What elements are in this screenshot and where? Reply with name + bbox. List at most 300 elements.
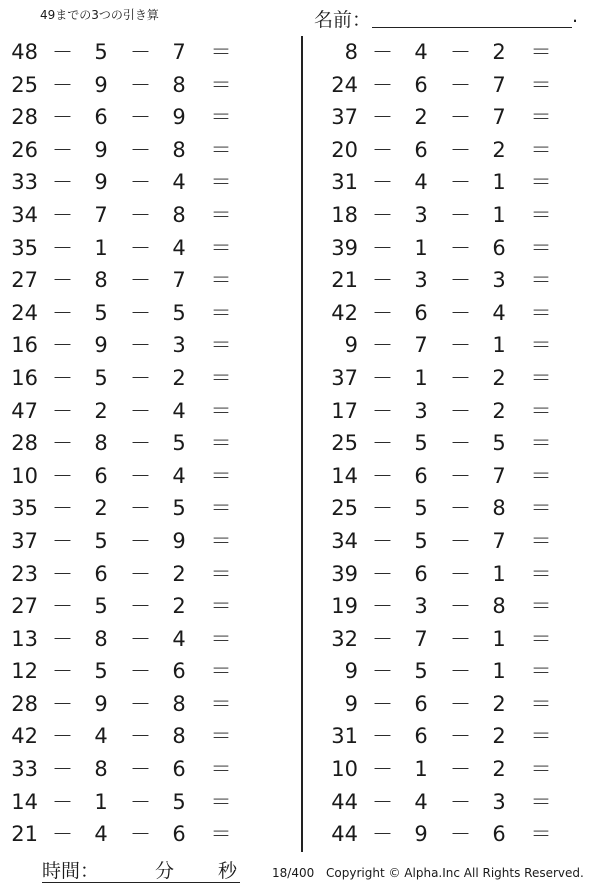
minuend: 26 xyxy=(11,137,38,162)
minus-sign: － xyxy=(450,431,471,456)
subtrahend-1: 5 xyxy=(414,528,428,553)
problem-row xyxy=(320,623,590,656)
minus-sign: － xyxy=(52,72,73,97)
equals-sign: ＝ xyxy=(530,724,552,749)
minuend: 37 xyxy=(331,105,358,130)
subtrahend-1: 1 xyxy=(414,235,428,260)
equals-sign: ＝ xyxy=(210,822,232,847)
equals-sign: ＝ xyxy=(210,724,232,749)
equals-sign: ＝ xyxy=(530,235,552,260)
subtrahend-1: 4 xyxy=(414,170,428,195)
minus-sign: － xyxy=(52,496,73,521)
minuend: 35 xyxy=(11,235,38,260)
minuend: 34 xyxy=(11,202,38,227)
minuend: 28 xyxy=(11,431,38,456)
minus-sign: － xyxy=(130,72,151,97)
subtrahend-1: 5 xyxy=(414,659,428,684)
equals-sign: ＝ xyxy=(530,170,552,195)
problem-row xyxy=(0,460,270,493)
minuend: 28 xyxy=(11,105,38,130)
equals-sign: ＝ xyxy=(530,757,552,782)
problem-row xyxy=(0,297,270,330)
equals-sign: ＝ xyxy=(210,594,232,619)
problem-row xyxy=(0,818,270,851)
minus-sign: － xyxy=(372,659,393,684)
minus-sign: － xyxy=(372,594,393,619)
problem-row xyxy=(0,525,270,558)
equals-sign: ＝ xyxy=(210,398,232,423)
problem-row xyxy=(320,492,590,525)
footer-info xyxy=(272,866,592,880)
minus-sign: － xyxy=(130,268,151,293)
subtrahend-2: 4 xyxy=(172,463,186,488)
subtrahend-2: 4 xyxy=(172,170,186,195)
subtrahend-1: 5 xyxy=(94,594,108,619)
problem-row xyxy=(320,655,590,688)
subtrahend-1: 3 xyxy=(414,594,428,619)
subtrahend-1: 9 xyxy=(94,691,108,716)
minus-sign: － xyxy=(52,626,73,651)
minus-sign: － xyxy=(450,170,471,195)
subtrahend-2: 4 xyxy=(492,300,506,325)
subtrahend-1: 4 xyxy=(414,789,428,814)
minus-sign: － xyxy=(130,333,151,358)
problem-row xyxy=(320,69,590,102)
subtrahend-1: 5 xyxy=(94,40,108,64)
equals-sign: ＝ xyxy=(530,268,552,293)
equals-sign: ＝ xyxy=(210,40,232,64)
subtrahend-2: 7 xyxy=(172,268,186,293)
minus-sign: － xyxy=(52,137,73,162)
subtrahend-2: 6 xyxy=(172,659,186,684)
equals-sign: ＝ xyxy=(530,594,552,619)
equals-sign: ＝ xyxy=(530,40,552,64)
subtrahend-2: 9 xyxy=(172,105,186,130)
equals-sign: ＝ xyxy=(210,789,232,814)
minuend: 39 xyxy=(331,561,358,586)
equals-sign: ＝ xyxy=(530,105,552,130)
minus-sign: － xyxy=(52,235,73,260)
minus-sign: － xyxy=(372,170,393,195)
equals-sign: ＝ xyxy=(530,137,552,162)
copyright-text: Copyright © Alpha.Inc All Rights Reserved. xyxy=(326,866,584,880)
equals-sign: ＝ xyxy=(210,463,232,488)
subtrahend-2: 5 xyxy=(492,431,506,456)
subtrahend-1: 5 xyxy=(414,496,428,521)
minus-sign: － xyxy=(450,496,471,521)
problem-row xyxy=(320,558,590,591)
minus-sign: － xyxy=(52,822,73,847)
minus-sign: － xyxy=(450,626,471,651)
subtrahend-1: 6 xyxy=(94,463,108,488)
minuend: 10 xyxy=(331,757,358,782)
subtrahend-2: 2 xyxy=(492,137,506,162)
subtrahend-1: 6 xyxy=(414,561,428,586)
subtrahend-1: 5 xyxy=(94,300,108,325)
problem-row xyxy=(320,297,590,330)
name-line xyxy=(372,27,572,28)
minuend: 27 xyxy=(11,594,38,619)
minus-sign: － xyxy=(52,463,73,488)
minus-sign: － xyxy=(130,757,151,782)
equals-sign: ＝ xyxy=(210,626,232,651)
subtrahend-1: 9 xyxy=(94,333,108,358)
minus-sign: － xyxy=(372,235,393,260)
subtrahend-1: 1 xyxy=(94,235,108,260)
minus-sign: － xyxy=(52,170,73,195)
subtrahend-1: 8 xyxy=(94,626,108,651)
minuend: 21 xyxy=(331,268,358,293)
time-label: 時間： xyxy=(42,860,100,882)
equals-sign: ＝ xyxy=(530,333,552,358)
subtrahend-1: 8 xyxy=(94,431,108,456)
minus-sign: － xyxy=(52,202,73,227)
problem-row xyxy=(0,232,270,265)
subtrahend-2: 4 xyxy=(172,626,186,651)
subtrahend-2: 5 xyxy=(172,300,186,325)
problem-row xyxy=(0,395,270,428)
problem-row xyxy=(0,264,270,297)
problem-row xyxy=(0,362,270,395)
problem-row xyxy=(0,786,270,819)
page-counter: 18/400 xyxy=(272,866,315,880)
subtrahend-2: 6 xyxy=(172,757,186,782)
subtrahend-1: 6 xyxy=(414,463,428,488)
minus-sign: － xyxy=(130,691,151,716)
problem-row xyxy=(320,199,590,232)
equals-sign: ＝ xyxy=(210,105,232,130)
minus-sign: － xyxy=(450,40,471,64)
minuend: 37 xyxy=(331,365,358,390)
minuend: 44 xyxy=(331,789,358,814)
problem-row xyxy=(320,134,590,167)
minus-sign: － xyxy=(130,365,151,390)
minuend: 24 xyxy=(11,300,38,325)
minus-sign: － xyxy=(52,105,73,130)
equals-sign: ＝ xyxy=(530,789,552,814)
subtrahend-2: 2 xyxy=(492,365,506,390)
subtrahend-2: 2 xyxy=(492,724,506,749)
subtrahend-2: 6 xyxy=(172,822,186,847)
minuend: 13 xyxy=(11,626,38,651)
minuend: 32 xyxy=(331,626,358,651)
minuend: 9 xyxy=(344,659,358,684)
minus-sign: － xyxy=(130,626,151,651)
left-problem-column xyxy=(0,36,270,851)
subtrahend-1: 3 xyxy=(414,398,428,423)
equals-sign: ＝ xyxy=(210,561,232,586)
minus-sign: － xyxy=(450,137,471,162)
minus-sign: － xyxy=(372,822,393,847)
minuend: 25 xyxy=(331,496,358,521)
minuend: 31 xyxy=(331,724,358,749)
minus-sign: － xyxy=(130,528,151,553)
problem-row xyxy=(320,525,590,558)
problem-row xyxy=(0,69,270,102)
name-label: 名前： xyxy=(314,9,372,31)
problem-row xyxy=(320,362,590,395)
subtrahend-1: 7 xyxy=(94,202,108,227)
problem-row xyxy=(0,492,270,525)
minus-sign: － xyxy=(52,757,73,782)
subtrahend-1: 6 xyxy=(414,72,428,97)
minus-sign: － xyxy=(130,137,151,162)
minus-sign: － xyxy=(372,40,393,64)
subtrahend-1: 6 xyxy=(414,137,428,162)
equals-sign: ＝ xyxy=(210,137,232,162)
subtrahend-2: 7 xyxy=(492,72,506,97)
minuend: 39 xyxy=(331,235,358,260)
problem-row xyxy=(320,427,590,460)
minus-sign: － xyxy=(130,398,151,423)
equals-sign: ＝ xyxy=(530,691,552,716)
subtrahend-1: 2 xyxy=(414,105,428,130)
subtrahend-2: 4 xyxy=(172,398,186,423)
problem-row xyxy=(320,460,590,493)
minus-sign: － xyxy=(130,300,151,325)
problem-row xyxy=(0,134,270,167)
subtrahend-1: 5 xyxy=(414,431,428,456)
subtrahend-2: 8 xyxy=(172,724,186,749)
minuend: 31 xyxy=(331,170,358,195)
minus-sign: － xyxy=(450,594,471,619)
equals-sign: ＝ xyxy=(210,170,232,195)
subtrahend-2: 2 xyxy=(172,594,186,619)
subtrahend-2: 7 xyxy=(492,528,506,553)
minus-sign: － xyxy=(372,398,393,423)
subtrahend-1: 3 xyxy=(414,268,428,293)
subtrahend-2: 8 xyxy=(492,496,506,521)
minus-sign: － xyxy=(52,333,73,358)
minus-sign: － xyxy=(450,528,471,553)
minuend: 9 xyxy=(344,691,358,716)
subtrahend-1: 4 xyxy=(94,822,108,847)
subtrahend-2: 2 xyxy=(492,757,506,782)
equals-sign: ＝ xyxy=(210,333,232,358)
minus-sign: － xyxy=(372,105,393,130)
minus-sign: － xyxy=(372,691,393,716)
problem-row xyxy=(0,558,270,591)
minus-sign: － xyxy=(372,757,393,782)
minus-sign: － xyxy=(450,822,471,847)
minus-sign: － xyxy=(450,268,471,293)
minutes-label: 分 xyxy=(155,860,175,882)
minuend: 44 xyxy=(331,822,358,847)
minus-sign: － xyxy=(372,333,393,358)
subtrahend-2: 5 xyxy=(172,496,186,521)
problem-row xyxy=(320,753,590,786)
minus-sign: － xyxy=(372,463,393,488)
subtrahend-2: 2 xyxy=(492,40,506,64)
minus-sign: － xyxy=(52,431,73,456)
subtrahend-2: 8 xyxy=(172,202,186,227)
minuend: 14 xyxy=(331,463,358,488)
column-divider xyxy=(301,36,303,852)
subtrahend-2: 6 xyxy=(492,822,506,847)
subtrahend-2: 5 xyxy=(172,789,186,814)
subtrahend-1: 8 xyxy=(94,757,108,782)
minus-sign: － xyxy=(372,202,393,227)
minuend: 34 xyxy=(331,528,358,553)
subtrahend-1: 6 xyxy=(414,300,428,325)
minus-sign: － xyxy=(130,496,151,521)
equals-sign: ＝ xyxy=(530,365,552,390)
minus-sign: － xyxy=(130,105,151,130)
minus-sign: － xyxy=(450,235,471,260)
subtrahend-2: 2 xyxy=(172,365,186,390)
minus-sign: － xyxy=(450,398,471,423)
subtrahend-1: 2 xyxy=(94,398,108,423)
subtrahend-2: 2 xyxy=(172,561,186,586)
subtrahend-2: 2 xyxy=(492,691,506,716)
minuend: 23 xyxy=(11,561,38,586)
equals-sign: ＝ xyxy=(210,300,232,325)
minuend: 42 xyxy=(331,300,358,325)
equals-sign: ＝ xyxy=(210,691,232,716)
minus-sign: － xyxy=(130,659,151,684)
problem-row xyxy=(0,623,270,656)
minuend: 42 xyxy=(11,724,38,749)
subtrahend-1: 9 xyxy=(94,170,108,195)
equals-sign: ＝ xyxy=(530,300,552,325)
minuend: 21 xyxy=(11,822,38,847)
subtrahend-1: 6 xyxy=(414,691,428,716)
minus-sign: － xyxy=(130,789,151,814)
minus-sign: － xyxy=(130,463,151,488)
subtrahend-1: 7 xyxy=(414,626,428,651)
problem-row xyxy=(320,101,590,134)
problem-row xyxy=(320,818,590,851)
minus-sign: － xyxy=(52,789,73,814)
name-suffix: . xyxy=(572,5,579,27)
minus-sign: － xyxy=(372,300,393,325)
subtrahend-1: 8 xyxy=(94,268,108,293)
equals-sign: ＝ xyxy=(530,463,552,488)
minuend: 10 xyxy=(11,463,38,488)
subtrahend-1: 6 xyxy=(94,561,108,586)
problem-row xyxy=(320,232,590,265)
equals-sign: ＝ xyxy=(530,561,552,586)
subtrahend-1: 1 xyxy=(94,789,108,814)
minuend: 16 xyxy=(11,365,38,390)
minuend: 16 xyxy=(11,333,38,358)
problem-row xyxy=(0,655,270,688)
subtrahend-2: 2 xyxy=(492,398,506,423)
equals-sign: ＝ xyxy=(530,496,552,521)
minus-sign: － xyxy=(130,431,151,456)
subtrahend-2: 8 xyxy=(172,137,186,162)
subtrahend-2: 8 xyxy=(172,691,186,716)
subtrahend-2: 5 xyxy=(172,431,186,456)
equals-sign: ＝ xyxy=(210,365,232,390)
time-field xyxy=(42,856,240,883)
minus-sign: － xyxy=(130,202,151,227)
minus-sign: － xyxy=(372,724,393,749)
subtrahend-1: 6 xyxy=(94,105,108,130)
minus-sign: － xyxy=(372,137,393,162)
equals-sign: ＝ xyxy=(210,72,232,97)
subtrahend-2: 1 xyxy=(492,659,506,684)
problem-row xyxy=(320,786,590,819)
minuend: 33 xyxy=(11,757,38,782)
equals-sign: ＝ xyxy=(210,235,232,260)
name-field xyxy=(314,5,584,31)
subtrahend-1: 6 xyxy=(414,724,428,749)
equals-sign: ＝ xyxy=(530,72,552,97)
minuend: 8 xyxy=(344,40,358,64)
subtrahend-2: 6 xyxy=(492,235,506,260)
worksheet-title: 49までの3つの引き算 xyxy=(40,8,159,22)
subtrahend-2: 8 xyxy=(492,594,506,619)
problem-row xyxy=(320,264,590,297)
problem-row xyxy=(320,395,590,428)
equals-sign: ＝ xyxy=(210,431,232,456)
equals-sign: ＝ xyxy=(530,431,552,456)
minus-sign: － xyxy=(372,268,393,293)
problem-row xyxy=(0,329,270,362)
minus-sign: － xyxy=(130,235,151,260)
subtrahend-1: 5 xyxy=(94,528,108,553)
minus-sign: － xyxy=(450,757,471,782)
minus-sign: － xyxy=(372,496,393,521)
minus-sign: － xyxy=(450,659,471,684)
minuend: 12 xyxy=(11,659,38,684)
subtrahend-1: 9 xyxy=(414,822,428,847)
minuend: 9 xyxy=(344,333,358,358)
minus-sign: － xyxy=(52,300,73,325)
equals-sign: ＝ xyxy=(210,202,232,227)
equals-sign: ＝ xyxy=(210,757,232,782)
subtrahend-1: 9 xyxy=(94,137,108,162)
subtrahend-1: 5 xyxy=(94,365,108,390)
problem-row xyxy=(0,753,270,786)
subtrahend-2: 1 xyxy=(492,202,506,227)
minus-sign: － xyxy=(450,463,471,488)
minus-sign: － xyxy=(52,268,73,293)
equals-sign: ＝ xyxy=(210,528,232,553)
subtrahend-2: 7 xyxy=(172,40,186,64)
minus-sign: － xyxy=(130,724,151,749)
minus-sign: － xyxy=(52,398,73,423)
problem-row xyxy=(320,36,590,69)
minuend: 20 xyxy=(331,137,358,162)
problem-row xyxy=(320,166,590,199)
problem-row xyxy=(0,199,270,232)
minus-sign: － xyxy=(130,561,151,586)
minus-sign: － xyxy=(450,333,471,358)
subtrahend-2: 3 xyxy=(492,789,506,814)
subtrahend-1: 5 xyxy=(94,659,108,684)
minus-sign: － xyxy=(52,40,73,64)
subtrahend-2: 9 xyxy=(172,528,186,553)
minuend: 28 xyxy=(11,691,38,716)
equals-sign: ＝ xyxy=(530,822,552,847)
problem-row xyxy=(320,329,590,362)
minus-sign: － xyxy=(450,105,471,130)
minus-sign: － xyxy=(450,724,471,749)
minus-sign: － xyxy=(130,822,151,847)
minus-sign: － xyxy=(52,724,73,749)
equals-sign: ＝ xyxy=(530,659,552,684)
minuend: 24 xyxy=(331,72,358,97)
minuend: 25 xyxy=(331,431,358,456)
minus-sign: － xyxy=(372,626,393,651)
subtrahend-2: 1 xyxy=(492,561,506,586)
equals-sign: ＝ xyxy=(210,268,232,293)
subtrahend-2: 1 xyxy=(492,626,506,651)
minuend: 19 xyxy=(331,594,358,619)
minus-sign: － xyxy=(450,691,471,716)
